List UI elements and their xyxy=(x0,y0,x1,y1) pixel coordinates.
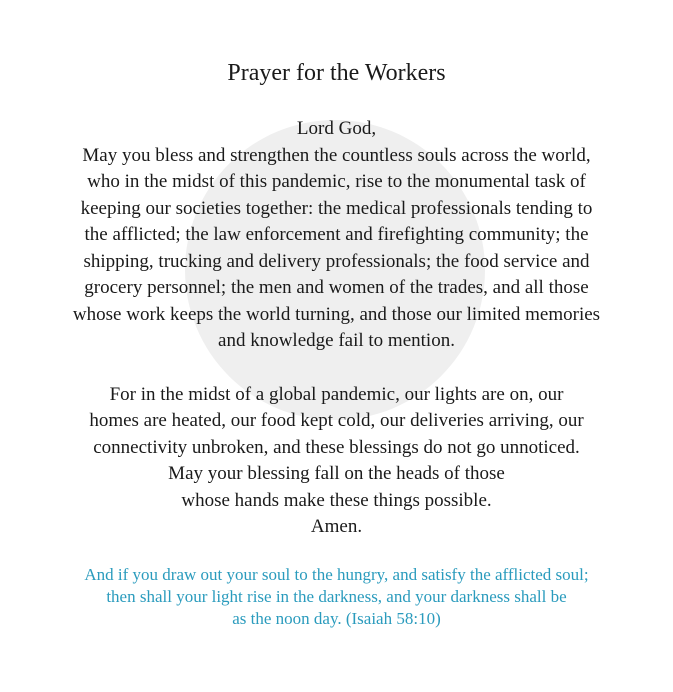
page-title: Prayer for the Workers xyxy=(227,60,446,86)
verse-line: And if you draw out your soul to the hungry, and satisfy the afflicted soul; xyxy=(84,565,589,584)
verse-line: as the noon day. (Isaiah 58:10) xyxy=(232,609,441,628)
prayer-line: who in the midst of this pandemic, rise to the monumental task of xyxy=(87,171,586,192)
scripture-verse xyxy=(0,564,673,630)
prayer-line: grocery personnel; the men and women of the trades, and all those xyxy=(84,277,589,298)
prayer-line: the afflicted; the law enforcement and firefighting community; the xyxy=(84,224,589,245)
prayer-line: whose work keeps the world turning, and those our limited memories xyxy=(72,303,601,325)
prayer-line: shipping, trucking and delivery professionals; the food service and xyxy=(83,250,590,272)
prayer-line: whose hands make these things possible. xyxy=(181,489,492,511)
prayer-line: May your blessing fall on the heads of those xyxy=(168,463,505,484)
paragraph-spacer xyxy=(0,355,673,382)
prayer-line: connectivity unbroken, and these blessings do not go unnoticed. xyxy=(93,436,580,458)
prayer-line: May you bless and strengthen the countless souls across the world, xyxy=(82,144,591,166)
prayer-line: and knowledge fail to mention. xyxy=(218,330,455,351)
prayer-line: Amen. xyxy=(310,516,363,537)
prayer-body xyxy=(0,116,673,541)
prayer-line: For in the midst of a global pandemic, our lights are on, our xyxy=(109,383,564,405)
prayer-line: keeping our societies together: the medical professionals tending to xyxy=(80,197,593,219)
prayer-line: homes are heated, our food kept cold, our deliveries arriving, our xyxy=(89,410,584,431)
verse-line: then shall your light rise in the darkness, and your darkness shall be xyxy=(106,587,567,606)
prayer-line: Lord God, xyxy=(296,118,377,139)
